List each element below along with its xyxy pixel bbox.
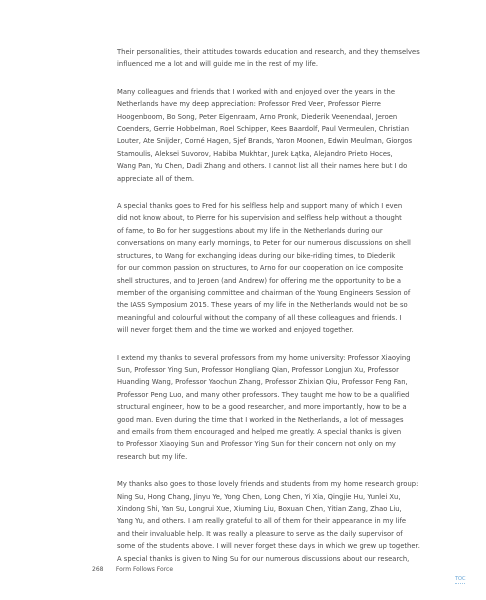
text-line: Wang Pan, Yu Chen, Dadi Zhang and others. I cannot list all their names here but I do xyxy=(117,162,408,171)
text-line: Xindong Shi, Yan Su, Longrui Xue, Xiuming Liu, Boxuan Chen, Yitian Zang, Zhao Liu, xyxy=(117,505,402,513)
text-line: did not know about, to Pierre for his supervision and selfless help without a thought xyxy=(117,214,402,223)
text-line: and emails from them encouraged and helped me greatly. A special thanks is given xyxy=(117,427,402,436)
text-line: shell structures, and to Jeroen (and Andrew) for offering me the opportunity to be a xyxy=(117,276,401,285)
text-line: influenced me a lot and will guide me in the rest of my life. xyxy=(117,60,319,69)
text-line: Their personalities, their attitudes towards education and research, and they themselves xyxy=(117,48,420,56)
text-line: I extend my thanks to several professors from my home university: Professor Xiaoying xyxy=(117,353,411,362)
text-line: and their invaluable help. It was really a pleasure to serve as the daily supervisor of xyxy=(117,529,403,538)
text-line: for our common passion on structures, to Arno for our cooperation on ice composite xyxy=(117,264,404,273)
text-line: Many colleagues and friends that I worked with and enjoyed over the years in the xyxy=(117,87,395,96)
text-line: conversations on many early mornings, to Peter for our numerous discussions on shell xyxy=(117,239,411,248)
text-line: meaningful and colourful without the company of all these colleagues and friends. I xyxy=(117,313,402,322)
text-line: good man. Even during the time that I worked in the Netherlands, a lot of messages xyxy=(117,415,404,424)
text-line: A special thanks is given to Ning Su for our numerous discussions about our research, xyxy=(117,554,410,563)
text-line: structures, to Wang for exchanging ideas during our bike-riding times, to Diederik xyxy=(117,251,396,260)
text-line: research but my life. xyxy=(117,452,188,461)
text-line: member of the organising committee and chairman of the Young Engineers Session of xyxy=(117,288,411,297)
page-footer xyxy=(92,566,173,573)
text-line: Yang Yu, and others. I am really grateful to all of them for their appearance in my life xyxy=(117,517,407,526)
text-line: Hoogenboom, Bo Song, Peter Eigenraam, Arno Pronk, Diederik Veenendaal, Jeroen xyxy=(117,112,398,121)
text-line: will never forget them and the time we worked and enjoyed together. xyxy=(117,326,354,335)
text-line: some of the students above. I will never forget these days in which we grew up together. xyxy=(117,542,420,551)
page-number: 268 xyxy=(92,566,104,573)
text-line: Stamoulis, Aleksei Suvorov, Habiba Mukhtar, Jurek Łątka, Alejandro Prieto Hoces, xyxy=(117,149,393,158)
text-line: appreciate all of them. xyxy=(117,174,195,183)
text-line: Sun, Professor Ying Sun, Professor Hongliang Qian, Professor Longjun Xu, Professor xyxy=(117,365,399,374)
text-line: of fame, to Bo for her suggestions about my life in the Netherlands during our xyxy=(117,226,383,235)
text-line: Louter, Ate Snijder, Corné Hagen, Sjef Brands, Yaron Moonen, Edwin Meulman, Giorgos xyxy=(117,137,413,146)
text-line: Netherlands have my deep appreciation: Professor Fred Veer, Professor Pierre xyxy=(117,100,381,109)
paragraph xyxy=(117,86,433,185)
text-line: structural engineer, how to be a good researcher, and more importantly, how to be a xyxy=(117,403,407,412)
text-line: the IASS Symposium 2015. These years of my life in the Netherlands would not be so xyxy=(117,301,408,310)
text-line: Professor Peng Luo, and many other professors. They taught me how to be a qualified xyxy=(117,390,410,399)
text-line: A special thanks goes to Fred for his selfless help and support many of which I even xyxy=(117,202,403,211)
paragraph xyxy=(117,478,433,565)
toc-link[interactable]: TOC xyxy=(455,576,466,582)
book-title: Form Follows Force xyxy=(115,566,174,573)
text-line: My thanks also goes to those lovely friends and students from my home research group: xyxy=(117,480,419,489)
paragraph xyxy=(117,200,433,336)
paragraph xyxy=(117,352,433,464)
text-line: Coenders, Gerrie Hobbelman, Roel Schipper, Kees Baardolf, Paul Vermeulen, Christian xyxy=(117,125,410,134)
text-line: to Professor Xiaoying Sun and Professor Ying Sun for their concern not only on my xyxy=(117,440,396,449)
body-text xyxy=(117,46,433,580)
paragraph xyxy=(117,46,433,71)
text-line: Ning Su, Hong Chang, Jinyu Ye, Yong Chen, Long Chen, Yi Xia, Qingjie Hu, Yunlei Xu, xyxy=(117,492,401,501)
text-line: Huanding Wang, Professor Yaochun Zhang, Professor Zhixian Qiu, Professor Feng Fan, xyxy=(117,378,408,387)
